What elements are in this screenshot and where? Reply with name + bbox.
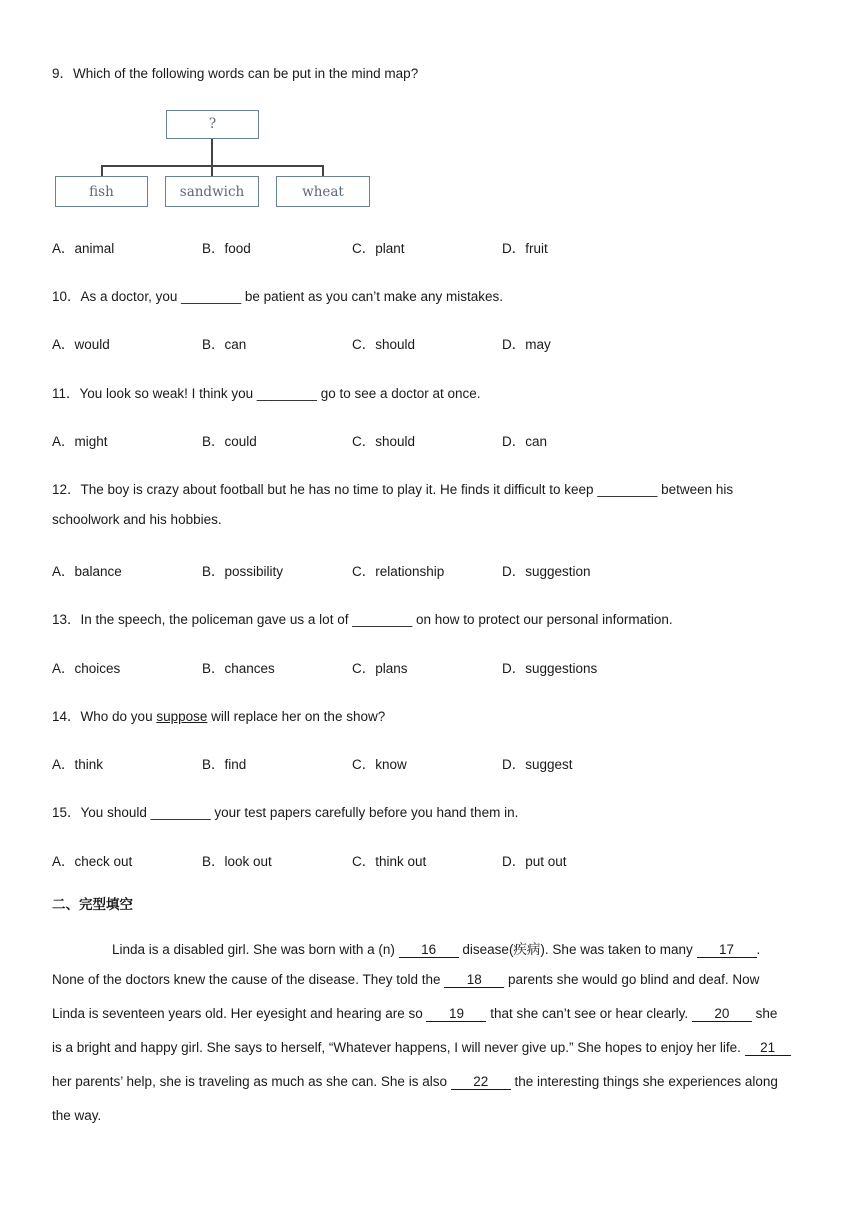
option-b[interactable]: B．chances: [202, 661, 275, 676]
blank-17[interactable]: 17: [697, 943, 757, 958]
question-15: [52, 801, 518, 821]
question-text: You should ________ your test papers carefully before you hand them in.: [80, 805, 519, 820]
passage-line: Linda is a disabled girl. She was born with a (n) 16 disease(疾病). She was taken to many 17 .: [112, 942, 761, 957]
connector-line: [211, 139, 213, 166]
option-d[interactable]: D．suggestions: [502, 661, 598, 676]
question-number: 10．: [52, 289, 81, 304]
passage-line: None of the doctors knew the cause of the disease. They told the 18 parents she would go blind and deaf. Now: [52, 972, 760, 987]
question-text: As a doctor, you ________ be patient as you can’t make any mistakes.: [80, 289, 504, 304]
option-d[interactable]: D．suggestion: [502, 564, 591, 579]
option-a[interactable]: A．would: [52, 337, 110, 352]
underlined-word: suppose: [156, 709, 208, 724]
blank-18[interactable]: 18: [444, 973, 504, 988]
question-number: 15．: [52, 805, 81, 820]
blank-22[interactable]: 22: [451, 1075, 511, 1090]
option-a[interactable]: A．think: [52, 757, 104, 772]
option-b[interactable]: B．find: [202, 757, 247, 772]
section-title: 二、完型填空: [52, 897, 133, 913]
question-10: [52, 285, 503, 305]
option-b[interactable]: B．food: [202, 241, 251, 256]
option-d[interactable]: D．may: [502, 337, 551, 352]
blank-20[interactable]: 20: [692, 1007, 752, 1022]
question-text: The boy is crazy about football but he has no time to play it. He finds it difficult to keep ________ between his: [80, 482, 734, 497]
question-number: 12．: [52, 482, 81, 497]
question-12-continued: schoolwork and his hobbies.: [52, 512, 222, 527]
question-11: [52, 382, 481, 402]
option-c[interactable]: C．relationship: [352, 564, 445, 579]
question-text-pre: Who do you: [80, 709, 157, 724]
option-c[interactable]: C．plans: [352, 661, 408, 676]
option-b[interactable]: B．look out: [202, 854, 272, 869]
mind-map-node-sandwich: sandwich: [165, 176, 259, 207]
passage-line: is a bright and happy girl. She says to herself, “Whatever happens, I will never give up.” She hopes to enjoy her life. 21: [52, 1040, 791, 1056]
passage-line: Linda is seventeen years old. Her eyesight and hearing are so 19 that she can’t see or hear clearly. 20 she: [52, 1006, 778, 1021]
option-c[interactable]: C．should: [352, 434, 416, 449]
option-b[interactable]: B．could: [202, 434, 257, 449]
blank-21[interactable]: 21: [745, 1041, 791, 1056]
option-c[interactable]: C．should: [352, 337, 416, 352]
question-number: 13．: [52, 612, 81, 627]
option-d[interactable]: D．fruit: [502, 241, 548, 256]
mind-map-node-wheat: wheat: [276, 176, 370, 207]
question-14: [52, 705, 385, 725]
option-b[interactable]: B．can: [202, 337, 247, 352]
option-d[interactable]: D．suggest: [502, 757, 573, 772]
option-a[interactable]: A．might: [52, 434, 108, 449]
option-d[interactable]: D．can: [502, 434, 548, 449]
question-number: 11．: [52, 386, 80, 401]
question-number: 14．: [52, 709, 81, 724]
option-a[interactable]: A．animal: [52, 241, 115, 256]
blank-16[interactable]: 16: [399, 943, 459, 958]
question-9: [52, 62, 418, 82]
option-a[interactable]: A．choices: [52, 661, 121, 676]
question-number: 9．: [52, 66, 74, 81]
option-a[interactable]: A．balance: [52, 564, 122, 579]
question-text: Which of the following words can be put in the mind map?: [73, 66, 419, 81]
question-13: [52, 608, 673, 628]
mind-map-node-fish: fish: [55, 176, 148, 207]
option-b[interactable]: B．possibility: [202, 564, 284, 579]
passage-line: her parents’ help, she is traveling as much as she can. She is also 22 the interesting things she experiences along: [52, 1074, 778, 1089]
question-text: You look so weak! I think you ________ go to see a doctor at once.: [79, 386, 481, 401]
mind-map-root: ?: [166, 110, 259, 139]
option-d[interactable]: D．put out: [502, 854, 567, 869]
option-c[interactable]: C．think out: [352, 854, 427, 869]
option-a[interactable]: A．check out: [52, 854, 133, 869]
blank-19[interactable]: 19: [426, 1007, 486, 1022]
passage-line: the way.: [52, 1108, 102, 1123]
question-text: In the speech, the policeman gave us a lot of ________ on how to protect our personal information.: [80, 612, 673, 627]
option-c[interactable]: C．know: [352, 757, 407, 772]
option-c[interactable]: C．plant: [352, 241, 405, 256]
question-text-post: will replace her on the show?: [207, 709, 386, 724]
question-12: [52, 478, 733, 498]
